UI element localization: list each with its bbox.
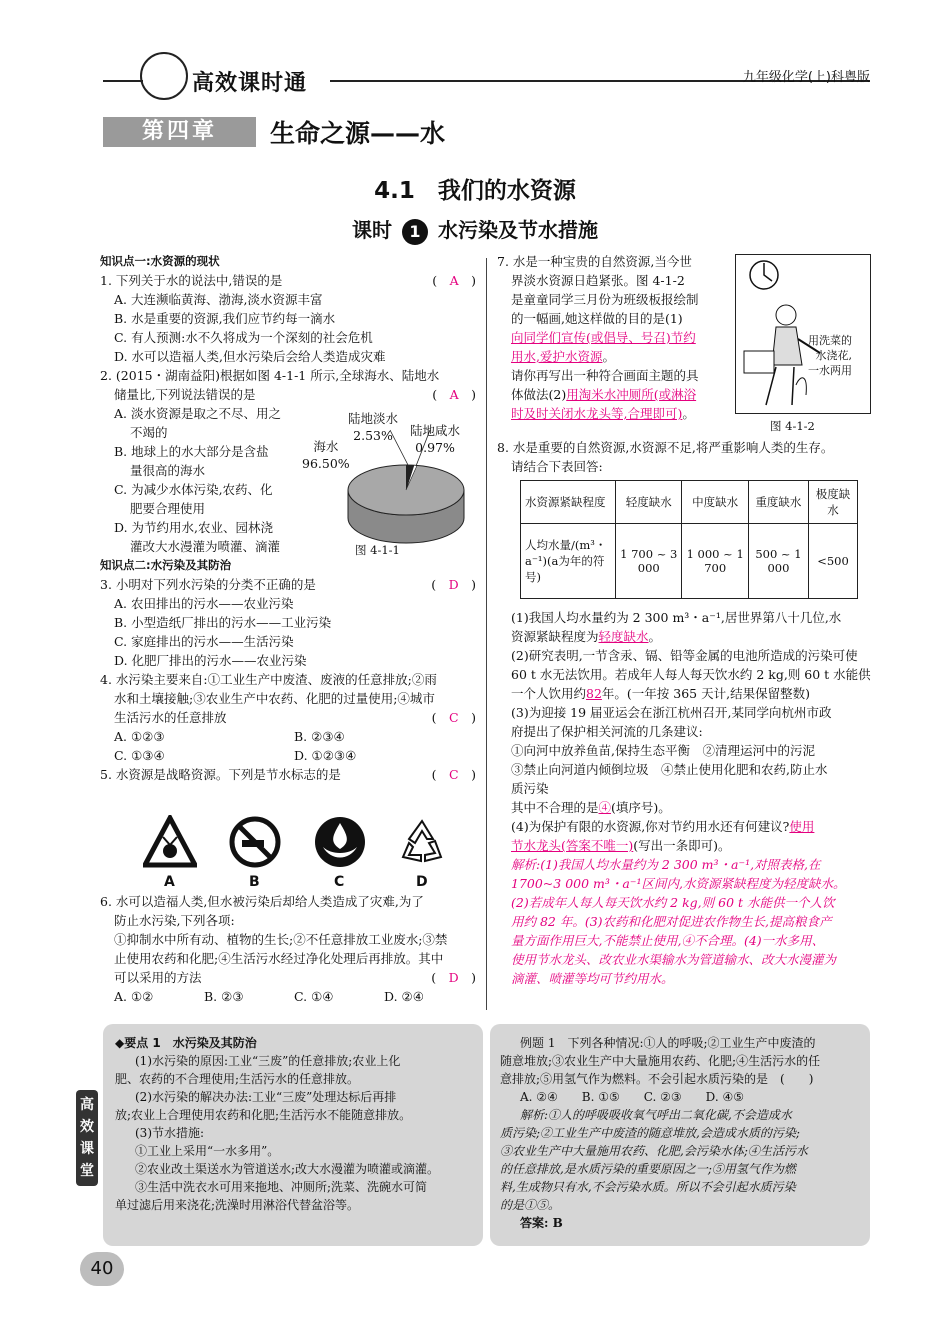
q8-part2-cont: 一个人饮用约82年。(一年按 365 天计,结果保留整数) — [511, 686, 810, 701]
pie-caption: 图 4-1-1 — [355, 543, 400, 557]
q8-part3-cont: 府提出了保护相关河流的几条建议: — [511, 724, 703, 739]
q8-analysis: 使用节水龙头、改农业水渠输水为管道输水、改大水漫灌为 — [511, 952, 837, 967]
q2-stem: 2. (2015・湖南益阳)根据如图 4-1-1 所示,全球海水、陆地水 — [100, 368, 440, 383]
q2-option: B. 地球上的水大部分是含盐 — [114, 444, 269, 459]
column-divider — [486, 258, 487, 1010]
example-line: 例题 1 下列各种情况:①人的呼吸;②工业生产中废渣的 — [520, 1036, 816, 1050]
q8-part1-cont: 资源紧缺程度为轻度缺水。 — [511, 629, 662, 644]
key-point-line: (2)水污染的解决办法:工业“三废”处理达标后再排 — [135, 1090, 397, 1104]
q4-options-row: A. ①②③ B. ②③④ — [114, 729, 345, 744]
q8-part4-cont: 节水龙头(答案不唯一)(写出一条即可)。 — [511, 838, 731, 853]
q8-part2-cont: 60 t 水无法饮用。若成年人每人每天饮水约 2 kg,则 60 t 水能供 — [511, 667, 871, 682]
example-analysis: 的任意排放,是水质污染的重要原因之一;⑤用氢气作为燃 — [500, 1162, 796, 1176]
key-point-line: ①工业上采用“一水多用”。 — [135, 1144, 280, 1158]
table-cell: <500 — [808, 524, 857, 599]
no-smoking-icon — [228, 815, 282, 869]
q8-analysis: 解析:(1)我国人均水量约为 2 300 m³・a⁻¹,对照表格,在 — [511, 857, 821, 872]
q5-label-b: B — [249, 874, 260, 890]
hazard-sign-icon — [143, 815, 197, 869]
water-saving-icon — [313, 815, 367, 869]
table-cell: 1 000 ~ 1 700 — [682, 524, 748, 599]
chapter-title: 生命之源——水 — [270, 119, 446, 148]
q8-analysis: 用约 82 年。(3)农药和化肥对促进农作物生长,提高粮食产 — [511, 914, 832, 929]
key-point-line: ②农业改土渠送水为管道送水;改大水漫灌为喷灌或滴灌。 — [135, 1162, 440, 1176]
q4-stem-cont: 水和土壤接触;③农业生产中农药、化肥的过量使用;④城市 — [114, 691, 435, 706]
example-analysis: 质污染;②工业生产中废渣的随意堆放,会造成水质的污染; — [500, 1126, 800, 1140]
q7-stem-cont: 是童童同学三月份为班级板报绘制 — [511, 292, 699, 307]
key-point-line: 单过滤后用来浇花;洗澡时用淋浴代替盆浴等。 — [115, 1198, 360, 1212]
recycle-icon — [395, 815, 449, 869]
key-point-line: (1)水污染的原因:工业“三废”的任意排放;农业上化 — [135, 1054, 401, 1068]
lesson-number-badge: 1 — [402, 219, 428, 245]
q3-answer: D — [448, 577, 459, 592]
q8-answer-3: ④ — [598, 800, 612, 815]
pie-label-sea: 海水 96.50% — [302, 439, 350, 471]
q8-part4: (4)为保护有限的水资源,你对节约用水还有何建议?使用 — [511, 819, 815, 834]
q2-option-cont: 量很高的海水 — [130, 463, 206, 478]
q8-part1: (1)我国人均水量约为 2 300 m³・a⁻¹,居世界第八十几位,水 — [511, 610, 842, 625]
table-header-cell: 水资源紧缺程度 — [521, 481, 616, 524]
q6-stem-cont: 止使用农药和化肥;④生活污水经过净化处理后再排放。其中 — [114, 951, 444, 966]
q7-stem-cont: 请你再写出一种符合画面主题的具 — [511, 368, 699, 383]
q7-stem-cont: 的一幅画,她这样做的目的是(1) — [511, 311, 683, 326]
example-line: 随意堆放;③农业生产中大量施用农药、化肥;④生活污水的任 — [500, 1054, 821, 1068]
q8-part3-cont: 其中不合理的是④(填序号)。 — [511, 800, 671, 815]
example-answer: 答案: B — [520, 1216, 563, 1230]
q1-option: B. 水是重要的资源,我们应节约每一滴水 — [114, 311, 336, 326]
side-tab: 高效课堂 — [76, 1090, 98, 1186]
table-cell: 1 700 ~ 3 000 — [616, 524, 682, 599]
q6-stem-cont: 可以采用的方法 ( D ) — [114, 970, 476, 985]
q7-stem-cont: 体做法(2)用淘米水冲厕所(或淋浴 — [511, 387, 697, 402]
brand-title: 高效课时通 — [192, 71, 308, 96]
q2-option-cont: 不竭的 — [130, 425, 168, 440]
q8-answer-2: 82 — [586, 686, 602, 701]
q2-option: C. 为减少水体污染,农药、化 — [114, 482, 273, 497]
q7-answer-1: 向同学们宣传(或倡导、号召)节约 — [511, 330, 696, 345]
example-analysis: 料,生成物只有水,不会污染水质。所以不会引起水质污染 — [500, 1180, 796, 1194]
figure-4-1-2 — [735, 254, 871, 414]
table-cell: 人均水量/(m³・a⁻¹)(a为年的符号) — [521, 524, 616, 599]
table-row — [521, 524, 858, 599]
q6-block — [100, 892, 476, 1006]
water-shortage-table — [520, 480, 858, 599]
q3-stem: 3. 小明对下列水污染的分类不正确的是 ( D ) — [100, 577, 476, 592]
q4-stem-cont: 生活污水的任意排放 ( C ) — [114, 710, 476, 725]
q7-stem-cont: 界淡水资源日趋紧张。图 4-1-2 — [511, 273, 685, 288]
q8-stem-cont: 请结合下表回答: — [511, 459, 603, 474]
q3-option: A. 农田排出的污水——农业污染 — [114, 596, 294, 611]
figure-note: 用洗菜的 水浇花, 一水两用 — [808, 334, 852, 377]
table-header-cell: 极度缺水 — [808, 481, 857, 524]
q4-answer: C — [449, 710, 459, 725]
lesson-name: 水污染及节水措施 — [438, 218, 598, 242]
q1-stem: 1. 下列关于水的说法中,错误的是 ( A ) — [100, 273, 476, 288]
q1-option: C. 有人预测:水不久将成为一个深刻的社会危机 — [114, 330, 373, 345]
q3-option: C. 家庭排出的污水——生活污染 — [114, 634, 294, 649]
q8-answer-1: 轻度缺水 — [598, 629, 649, 644]
alarm-clock-logo-icon — [140, 52, 188, 100]
table-cell: 500 ~ 1 000 — [748, 524, 808, 599]
q7-block — [497, 252, 727, 423]
example-line: 意排放;⑤用氢气作为燃料。不会引起水质污染的是 ( ) — [500, 1072, 814, 1086]
example-analysis: ③农业生产中大量施用农药、化肥,会污染水体;④生活污水 — [500, 1144, 808, 1158]
key-point-box — [103, 1024, 483, 1246]
q8-answer-4: 节水龙头(答案不唯一) — [511, 838, 634, 853]
lesson-prefix: 课时 — [352, 218, 392, 242]
q5-label-d: D — [416, 874, 428, 890]
q5-answer: C — [449, 767, 459, 782]
q2-option-cont: 灌改大水漫灌为喷灌、滴灌 — [130, 539, 281, 554]
q2-option: A. 淡水资源是取之不尽、用之 — [114, 406, 281, 421]
chapter-label: 第四章 — [103, 117, 256, 147]
q7-answer-1-cont: 用水,爱护水资源。 — [511, 349, 615, 364]
q8-body — [497, 608, 873, 988]
q1-option: A. 大连濒临黄海、渤海,淡水资源丰富 — [114, 292, 323, 307]
q5-stem: 5. 水资源是战略资源。下列是节水标志的是 ( C ) — [100, 767, 476, 782]
q6-stem: 6. 水可以造福人类,但水被污染后却给人类造成了灾难,为了 — [100, 894, 424, 909]
q6-options-row: A. ①② B. ②③ C. ①④ D. ②④ — [114, 989, 424, 1004]
q6-stem-cont: 防止水污染,下列各项: — [114, 913, 235, 928]
q7-answer-2-cont: 时及时关闭水龙头等,合理即可)。 — [511, 406, 695, 421]
edition-label: 九年级化学(上)科粤版 — [742, 70, 870, 85]
key-point-line: 放;农业上合理使用农药和化肥;生活污水不能随意排放。 — [115, 1108, 412, 1122]
q2-option-cont: 肥要合理使用 — [130, 501, 206, 516]
knowledge-point-1: 知识点一:水资源的现状 — [100, 254, 220, 268]
q8-part3-cont: ①向河中放养鱼苗,保持生态平衡 ②清理运河中的污泥 — [511, 743, 815, 758]
q1-answer: A — [449, 273, 459, 288]
example-options: A. ②④ B. ①⑤ C. ②③ D. ④⑤ — [520, 1090, 745, 1104]
q2-stem-cont: 储量比,下列说法错误的是 ( A ) — [114, 387, 476, 402]
key-point-line: 肥、农药的不合理使用;生活污水的任意排放。 — [115, 1072, 360, 1086]
pie-label-salt: 陆地咸水 0.97% — [410, 423, 461, 455]
key-point-line: ③生活中洗衣水可用来拖地、冲厕所;洗菜、洗碗水可简 — [135, 1180, 428, 1194]
q5-label-c: C — [334, 874, 345, 890]
q7-stem: 7. 水是一种宝贵的自然资源,当今世 — [497, 254, 692, 269]
pie-label-fresh: 陆地淡水 2.53% — [348, 411, 399, 443]
q4-stem: 4. 水污染主要来自:①工业生产中废渣、废液的任意排放;②雨 — [100, 672, 437, 687]
q2-option: D. 为节约用水,农业、园林浇 — [114, 520, 273, 535]
example-analysis: 的是①⑤。 — [500, 1198, 561, 1212]
table-header-cell: 轻度缺水 — [616, 481, 682, 524]
q8-analysis: 滴灌、喷灌等均可节约用水。 — [511, 971, 674, 986]
q6-answer: D — [448, 970, 459, 985]
figure-caption: 图 4-1-2 — [770, 419, 815, 433]
page-number: 40 — [80, 1252, 124, 1286]
q8-part3-cont: ③禁止向河道内倾倒垃圾 ④禁止使用化肥和农药,防止水 — [511, 762, 828, 777]
q3-option: D. 化肥厂排出的污水——农业污染 — [114, 653, 307, 668]
q8-analysis: 量方面作用巨大,不能禁止使用,④不合理。(4)一水多用、 — [511, 933, 825, 948]
q3-option: B. 小型造纸厂排出的污水——工业污染 — [114, 615, 332, 630]
q6-stem-cont: ①抑制水中所有动、植物的生长;②不任意排放工业废水;③禁 — [114, 932, 448, 947]
example-box — [490, 1024, 870, 1246]
q2-answer: A — [449, 387, 459, 402]
header-rule-left — [103, 80, 143, 82]
q8-intro — [497, 438, 873, 476]
q8-analysis: (2)若成年人每人每天饮水约 2 kg,则 60 t 水能供一个人饮 — [511, 895, 835, 910]
table-header-cell: 中度缺水 — [682, 481, 748, 524]
key-point-line: (3)节水措施: — [135, 1126, 205, 1140]
q4-options-row: C. ①③④ D. ①②③④ — [114, 748, 357, 763]
table-header-cell: 重度缺水 — [748, 481, 808, 524]
q1-option: D. 水可以造福人类,但水污染后会给人类造成灾难 — [114, 349, 386, 364]
q8-part3-cont: 质污染 — [511, 781, 549, 796]
knowledge-point-2: 知识点二:水污染及其防治 — [100, 558, 232, 572]
q5-label-a: A — [164, 874, 175, 890]
example-analysis: 解析:①人的呼吸吸收氧气呼出二氧化碳,不会造成水 — [520, 1108, 792, 1122]
section-title: 4.1 我们的水资源 — [374, 178, 576, 204]
table-row — [521, 481, 858, 524]
key-point-title: ◆要点 1 水污染及其防治 — [115, 1036, 257, 1050]
q8-part3: (3)为迎接 19 届亚运会在浙江杭州召开,某同学向杭州市政 — [511, 705, 832, 720]
q8-analysis: 1700~3 000 m³・a⁻¹区间内,水资源紧缺程度为轻度缺水。 — [511, 876, 846, 891]
lesson-title — [0, 214, 950, 245]
q8-part2: (2)研究表明,一节含汞、镉、铅等金属的电池所造成的污染可使 — [511, 648, 858, 663]
q8-stem: 8. 水是重要的自然资源,水资源不足,将严重影响人类的生存。 — [497, 440, 834, 455]
